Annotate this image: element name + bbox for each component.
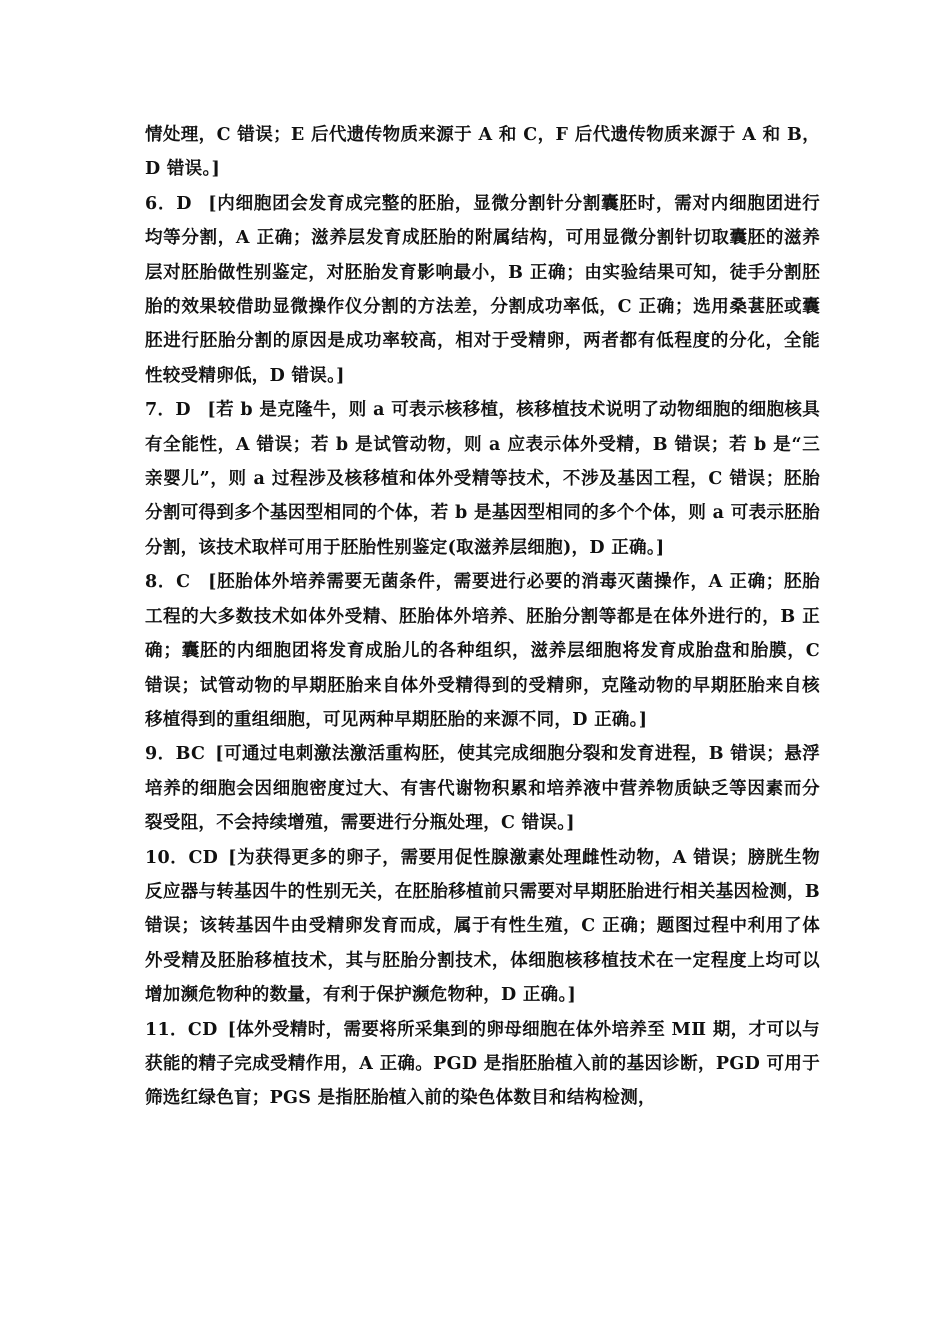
explanation-text: [内细胞团会发育成完整的胚胎，显微分割针分割囊胚时，需对内细胞团进行均等分割，A 正确；滋养层发育成胚胎的附属结构，可用显微分割针切取囊胚的滋养层对胚胎做性别鉴定，对胚胎发育影响最小，B 正确；由实验结果可知，徒手分割胚胎的效果较借助显微操作仪分割的方法差，分割成功率低，C 正确；选用桑葚胚或囊胚进行胚胎分割的原因是成功率较高，相对于受精卵，两者都有低程度的分化，全能性较受精卵低，D 错误。] — [145, 193, 820, 386]
answer-item-6 — [145, 187, 820, 393]
question-number: 11． — [145, 1019, 188, 1040]
question-number: 9． — [145, 744, 176, 765]
question-number: 6． — [145, 193, 177, 214]
answer-choice: D — [176, 193, 192, 214]
answer-choice: BC — [175, 744, 206, 765]
answer-item-11 — [145, 1013, 820, 1116]
answer-choice: D — [175, 400, 191, 421]
question-number: 7． — [145, 400, 176, 421]
explanation-text: [若 b 是克隆牛，则 a 可表示核移植，核移植技术说明了动物细胞的细胞核具有全能性，A 错误；若 b 是试管动物，则 a 应表示体外受精，B 错误；若 b 是“三亲婴儿”，则 a 过程涉及核移植和体外受精等技术，不涉及基因工程，C 错误；胚胎分割可得到多个基因型相同的个体，若 b 是基因型相同的多个个体，则 a 可表示胚胎分割，该技术取样可用于胚胎性别鉴定(取滋养层细胞)，D 正确。] — [145, 400, 820, 558]
explanation-text: [可通过电刺激法激活重构胚，使其完成细胞分裂和发育进程，B 错误；悬浮培养的细胞会因细胞密度过大、有害代谢物积累和培养液中营养物质缺乏等因素而分裂受阻，不会持续增殖，需要进行分瓶处理，C 错误。] — [145, 744, 820, 834]
answer-document — [145, 118, 820, 1116]
question-number: 8． — [145, 572, 177, 593]
answer-item-10 — [145, 841, 820, 1013]
answer-choice: CD — [188, 847, 219, 868]
answer-choice: C — [176, 572, 191, 593]
paragraph-continuation — [145, 118, 820, 187]
answer-choice: CD — [187, 1019, 218, 1040]
explanation-text: [体外受精时，需要将所采集到的卵母细胞在体外培养至 MⅡ 期，才可以与获能的精子完成受精作用，A 正确。PGD 是指胚胎植入前的基因诊断，PGD 可用于筛选红绿色盲；PGS 是指胚胎植入前的染色体数目和结构检测， — [145, 1019, 820, 1109]
answer-item-9 — [145, 737, 820, 840]
paragraph-text: 情处理，C 错误；E 后代遗传物质来源于 A 和 C，F 后代遗传物质来源于 A 和 B，D 错误。] — [145, 125, 820, 180]
answer-item-8 — [145, 565, 820, 737]
question-number: 10． — [145, 847, 189, 868]
explanation-text: [为获得更多的卵子，需要用促性腺激素处理雌性动物，A 错误；膀胱生物反应器与转基因牛的性别无关，在胚胎移植前只需要对早期胚胎进行相关基因检测，B 错误；该转基因牛由受精卵发育而成，属于有性生殖，C 正确；题图过程中利用了体外受精及胚胎移植技术，其与胚胎分割技术，体细胞核移植技术在一定程度上均可以增加濒危物种的数量，有利于保护濒危物种，D 正确。] — [145, 847, 820, 1006]
answer-item-7 — [145, 393, 820, 565]
explanation-text: [胚胎体外培养需要无菌条件，需要进行必要的消毒灭菌操作，A 正确；胚胎工程的大多数技术如体外受精、胚胎体外培养、胚胎分割等都是在体外进行的，B 正确；囊胚的内细胞团将发育成胎儿的各种组织，滋养层细胞将发育成胎盘和胎膜，C 错误；试管动物的早期胚胎来自体外受精得到的受精卵，克隆动物的早期胚胎来自核移植得到的重组细胞，可见两种早期胚胎的来源不同，D 正确。] — [145, 572, 820, 730]
